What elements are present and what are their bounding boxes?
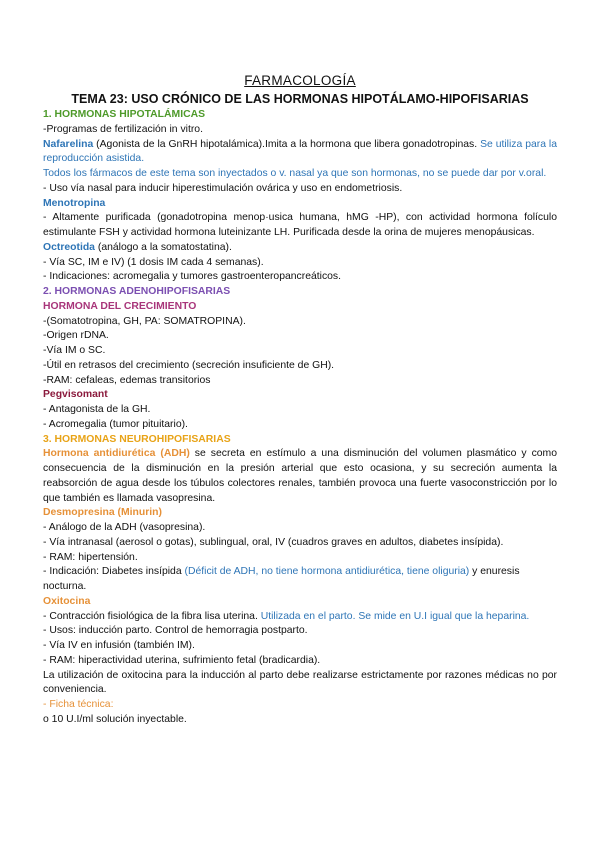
text-line: - Indicaciones: acromegalia y tumores gastroenteropancreáticos. xyxy=(43,271,342,283)
text-span-highlight: Se utiliza para la reproducción asistida. xyxy=(43,138,558,165)
text-span: se secreta en estímulo a una disminución del volumen plasmático y como consecuencia de la disminución en la presión arterial que esto ocasiona, y su secreción aumenta la reabsorción de agua desde los túbulos colectores renales, también provoca una fuerte vasoconstricción por lo que también es llamada vasopresina. xyxy=(43,448,557,504)
section-heading-neurohipofisarias: 3. HORMONAS NEUROHIPOFISARIAS xyxy=(43,433,231,445)
paragraph-oxitocina xyxy=(43,610,557,625)
drug-name-oxitocina: Oxitocina xyxy=(43,595,91,607)
text-line: -RAM: cefaleas, edemas transitorios xyxy=(43,374,211,386)
paragraph-octreotida xyxy=(43,241,557,256)
ficha-tecnica-label: - Ficha técnica: xyxy=(43,699,114,710)
text-line: -Vía IM o SC. xyxy=(43,345,106,356)
text-span: - Contracción fisiológica de la fibra lisa uterina. xyxy=(43,610,261,622)
paragraph-nafarelina xyxy=(43,138,557,168)
text-line: -Origen rDNA. xyxy=(43,330,109,342)
text-line: -(Somatotropina, GH, PA: SOMATROPINA). xyxy=(43,315,246,327)
text-line: -Útil en retrasos del crecimiento (secreción insuficiente de GH). xyxy=(43,359,335,371)
paragraph-adh xyxy=(43,447,557,506)
text-line: - Uso vía nasal para inducir hiperestimulación ovárica y uso en endometriosis. xyxy=(43,182,403,194)
text-span-highlight: Utilizada en el parto. Se mide en U.I igual que la heparina. xyxy=(260,610,530,622)
paragraph-menotropina: - Altamente purificada (gonadotropina menop·usica humana, hMG -HP), con actividad hormona folículo estimulante FSH y actividad hormona luteinizante LH. Purificada desde la orina de mujeres menopáusicas. xyxy=(43,212,557,238)
document-body xyxy=(43,108,557,728)
note-line: Todos los fármacos de este tema son inyectados o v. nasal ya que son hormonas, no se puede dar por v.oral. xyxy=(43,168,547,179)
drug-name-octreotida: Octreotida xyxy=(43,241,95,253)
paragraph-oxitocina-uso: La utilización de oxitocina para la inducción al parto debe realizarse estrictamente por razones médicas no por conveniencia. xyxy=(43,669,557,696)
text-span: - Indicación: Diabetes insípida xyxy=(43,566,185,578)
text-line: - Análogo de la ADH (vasopresina). xyxy=(43,522,206,533)
text-line: -Programas de fertilización in vitro. xyxy=(43,123,203,135)
text-span: (Agonista de la GnRH hipotalámica).Imita a la hormona que libera gonadotropinas. xyxy=(93,138,481,150)
text-line: - Antagonista de la GH. xyxy=(43,404,151,415)
text-line: - RAM: hiperactividad uterina, sufrimiento fetal (bradicardia). xyxy=(43,654,321,666)
text-span: y enuresis nocturna. xyxy=(43,566,520,592)
text-line: - RAM: hipertensión. xyxy=(43,551,138,563)
text-line: - Vía SC, IM e IV) (1 dosis IM cada 4 semanas). xyxy=(43,256,264,268)
drug-name-adh: Hormona antidiurética (ADH) xyxy=(43,448,190,460)
text-line: - Acromegalia (tumor pituitario). xyxy=(43,418,188,430)
text-line: - Usos: inducción parto. Control de hemorragia postparto. xyxy=(43,625,308,637)
page-title: TEMA 23: USO CRÓNICO DE LAS HORMONAS HIPOTÁLAMO-HIPOFISARIAS xyxy=(71,92,529,106)
text-line: - Vía intranasal (aerosol o gotas), sublingual, oral, IV (cuadros graves en adultos, diabetes insípida). xyxy=(43,536,504,548)
subheading-hormona-crecimiento: HORMONA DEL CRECIMIENTO xyxy=(43,300,197,312)
ficha-tecnica-value: o 10 U.I/ml solución inyectable. xyxy=(43,713,187,725)
paragraph-indicacion xyxy=(43,565,557,595)
text-span: (análogo a la somatostatina). xyxy=(94,241,232,253)
text-line: - Vía IV en infusión (también IM). xyxy=(43,640,195,651)
section-heading-hipotalamicas: 1. HORMONAS HIPOTALÁMICAS xyxy=(43,109,206,120)
drug-name-pegvisomant: Pegvisomant xyxy=(43,389,108,401)
drug-name-nafarelina: Nafarelina xyxy=(43,138,94,150)
drug-name-menotropina: Menotropina xyxy=(43,197,106,209)
drug-name-desmopresina: Desmopresina (Minurin) xyxy=(43,507,162,519)
text-span-highlight: (Déficit de ADH, no tiene hormona antidiurética, tiene oliguria) xyxy=(184,566,470,578)
subject-title: FARMACOLOGÍA xyxy=(244,73,356,88)
section-heading-adenohipofisarias: 2. HORMONAS ADENOHIPOFISARIAS xyxy=(43,286,231,297)
